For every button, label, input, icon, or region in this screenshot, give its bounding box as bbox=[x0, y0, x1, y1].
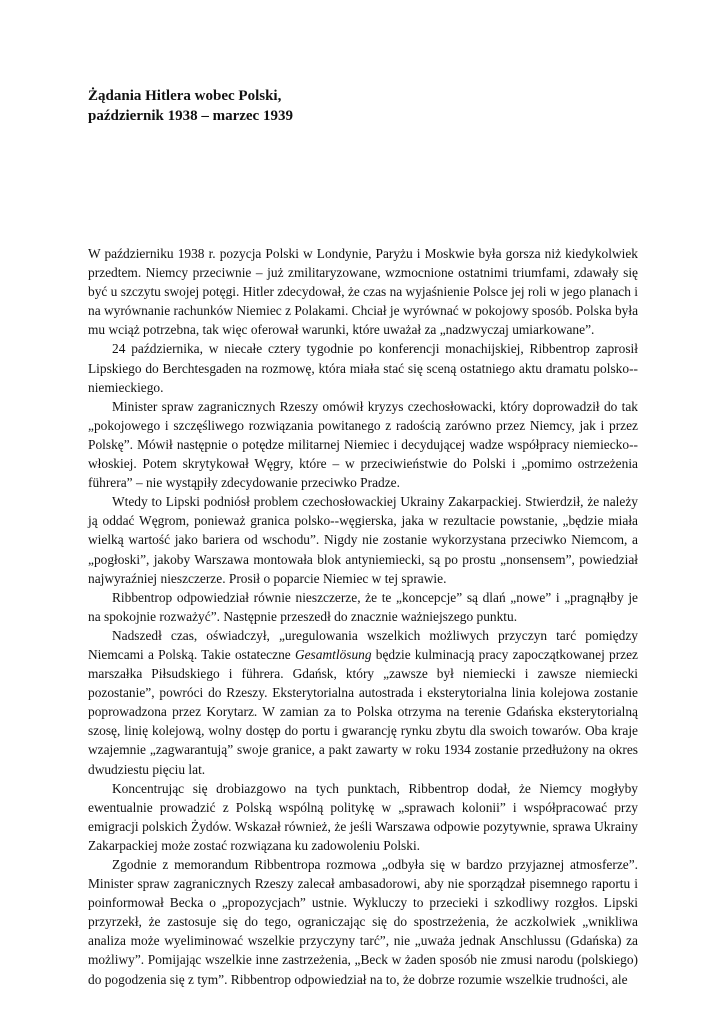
paragraph: W październiku 1938 r. pozycja Polski w Londynie, Paryżu i Moskwie była gorsza niż kiedykolwiek przedtem. Niemcy przeciwnie – już zmilitaryzowane, wzmocnione ostatnimi triumfami, zdawały się być u szczytu swojej potęgi. Hitler zdecydował, że czas na wyjaśnienie Polsce jej roli w jego planach i na wyrównanie rachunków Niemiec z Polakami. Chciał je wyrównać w pokojowy sposób. Polska była mu wciąż potrzebna, tak więc oferował warunki, które uważał za „nadzwyczaj umiarkowane”. bbox=[88, 246, 639, 338]
paragraph: Zgodnie z memorandum Ribbentropa rozmowa „odbyła się w bardzo przyjaznej atmosferze”. Minister spraw zagranicznych Rzeszy zalecał ambasadorowi, aby nie sporządzał pisemnego raportu i poinformował Becka o „propozycjach” ustnie. Wykluczy to przecieki i szkodliwy rozgłos. Lipski przyrzekł, że zastosuje się do tego, ograniczając się do spostrzeżenia, że aczkolwiek „wnikliwa analiza może wyeliminować wszelkie przyczyny tarć”, nie „uważa jednak Anschlussu (Gdańska) za możliwy”. Pomijając wszelkie inne zastrzeżenia, „Beck w żaden sposób nie zmusi narodu (polskiego) do pogodzenia się z tym”. Ribbentrop odpowiedział na to, że dobrze rozumie wszelkie trudności, ale bbox=[88, 857, 638, 987]
paragraph: Nadszedł czas, oświadczył, „uregulowania wszelkich możliwych przyczyn tarć pomiędzy Niemcami a Polską. Takie ostateczne Gesamtlösung będzie kulminacją pracy zapoczątkowanej przez marszałka Piłsudskiego i führera. Gdańsk, który „zawsze był niemiecki i zawsze niemiecki pozostanie”, powróci do Rzeszy. Eksterytorialna autostrada i eksterytorialna linia kolejowa zostanie poprowadzona przez Korytarz. W zamian za to Polska otrzyma na terenie Gdańska eksterytorialną szosę, linię kolejową, wolny dostęp do portu i gwarancję rynku zbytu dla swoich towarów. Oba kraje wzajemnie „zagwarantują” swoje granice, a pakt zawarty w roku 1934 zostanie przedłużony na okres dwudziestu pięciu lat. bbox=[88, 627, 638, 777]
italic-term: Gesamtlösung bbox=[294, 646, 372, 662]
paragraph: Wtedy to Lipski podniósł problem czechosłowackiej Ukrainy Zakarpackiej. Stwierdził, że należy ją oddać Węgrom, ponieważ granica polsko--węgierska, jaka w rezultacie powstanie, „będzie miała wielką wartość jako bariera od wschodu”. Nigdy nie zostanie wykorzystana przeciwko Niemcom, a „pogłoski”, jakoby Warszawa montowała blok antyniemiecki, są po prostu „nonsensem”, powiedział najwyraźniej nieszczerze. Prosił o poparcie Niemiec w tej sprawie. bbox=[88, 494, 638, 586]
paragraph: 24 października, w niecałe cztery tygodnie po konferencji monachijskiej, Ribbentrop zaprosił Lipskiego do Berchtesgaden na rozmowę, która miała stać się sceną ostatniego aktu dramatu polsko--niemieckiego. bbox=[88, 341, 638, 395]
title-line-2: październik 1938 – marzec 1939 bbox=[88, 108, 293, 124]
paragraph: Koncentrując się drobiazgowo na tych punktach, Ribbentrop dodał, że Niemcy mogłyby ewentualnie prowadzić z Polską wspólną politykę w „sprawach kolonii” i współpracować przy emigracji polskich Żydów. Wskazał również, że jeśli Warszawa odpowie pozytywnie, sprawa Ukrainy Zakarpackiej może zostać rozwiązana ku zadowoleniu Polski. bbox=[88, 780, 638, 853]
document-body bbox=[88, 244, 638, 989]
title-line-1: Żądania Hitlera wobec Polski, bbox=[88, 88, 282, 104]
paragraph: Ribbentrop odpowiedział równie nieszczerze, że te „koncepcje” są dlań „nowe” i „pragnąłby je na spokojnie rozważyć”. Następnie przeszedł do znacznie ważniejszego punktu. bbox=[88, 589, 638, 624]
document-title bbox=[88, 86, 648, 126]
paragraph: Minister spraw zagranicznych Rzeszy omówił kryzys czechosłowacki, który doprowadził do tak „pokojowego i szczęśliwego rozwiązania powitanego z radością zarówno przez Niemcy, jak i przez Polskę”. Mówił następnie o potędze militarnej Niemiec i decydującej wadze współpracy niemiecko--włoskiej. Potem skrytykował Węgry, które – w przeciwieństwie do Polski i „pomimo ostrzeżenia führera” – nie wystąpiły zdecydowanie przeciwko Pradze. bbox=[88, 398, 638, 491]
